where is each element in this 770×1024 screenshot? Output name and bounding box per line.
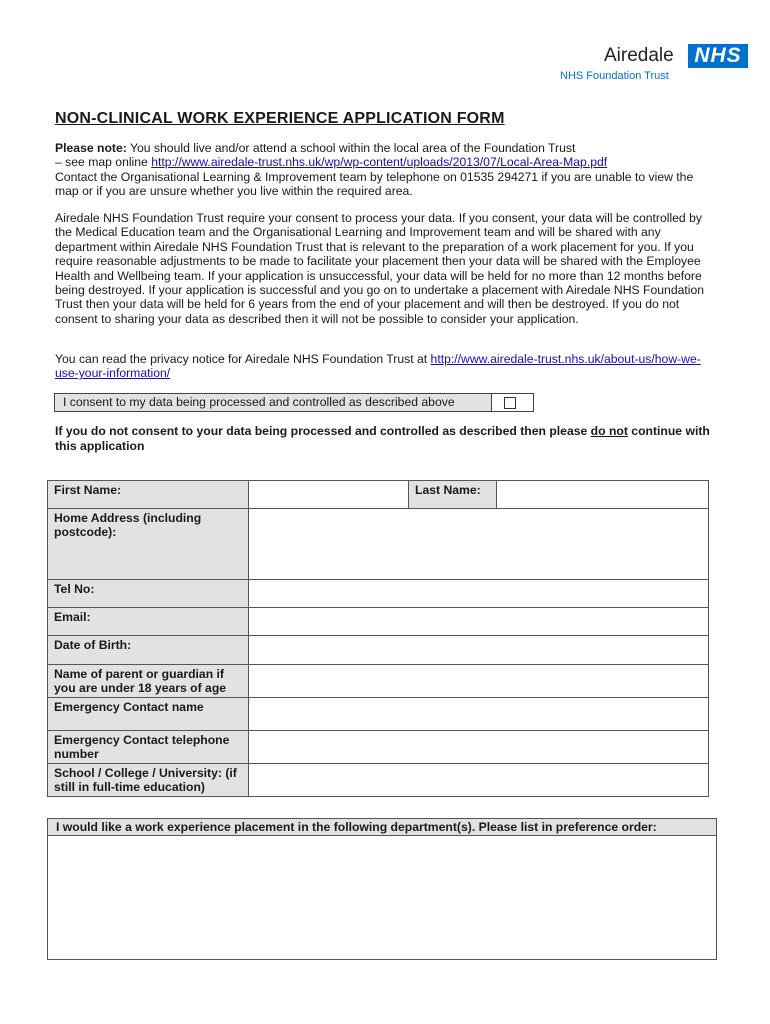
consent-row <box>54 393 534 412</box>
map-intro-text: – see map online <box>55 155 152 170</box>
tel-label: Tel No: <box>48 580 249 608</box>
department-preference-box <box>47 818 717 960</box>
consent-checkbox[interactable] <box>504 397 516 409</box>
warning-text-before: If you do not consent to your data being processed and controlled as described then please <box>55 424 591 438</box>
please-note-paragraph <box>55 141 720 199</box>
privacy-notice-paragraph <box>55 352 720 381</box>
emergency-contact-tel-field[interactable] <box>249 731 709 764</box>
emergency-contact-name-label: Emergency Contact name <box>48 698 249 731</box>
please-note-label: Please note: <box>55 141 127 155</box>
last-name-label: Last Name: <box>409 481 497 509</box>
last-name-field[interactable] <box>497 481 709 509</box>
contact-text: Contact the Organisational Learning & Improvement team by telephone on 01535 294271 if you are unable to view the map or if you are unsure whether you live within the required area. <box>55 169 694 199</box>
home-address-field[interactable] <box>249 509 709 580</box>
dob-field[interactable] <box>249 636 709 665</box>
parent-guardian-field[interactable] <box>249 665 709 698</box>
first-name-field[interactable] <box>249 481 409 509</box>
nhs-logo-mark: NHS <box>688 44 748 68</box>
department-preference-field[interactable] <box>48 836 716 959</box>
warning-text-after: continue with this application <box>55 424 710 453</box>
applicant-details-table <box>47 480 709 797</box>
email-field[interactable] <box>249 608 709 636</box>
logo-subtitle: NHS Foundation Trust <box>560 70 669 82</box>
school-label: School / College / University: (if still in full-time education) <box>48 764 249 797</box>
form-title: NON-CLINICAL WORK EXPERIENCE APPLICATION FORM <box>55 110 505 127</box>
please-note-text: You should live and/or attend a school within the local area of the Foundation Trust <box>126 141 576 155</box>
privacy-notice-text: You can read the privacy notice for Airedale NHS Foundation Trust at <box>55 352 431 366</box>
school-field[interactable] <box>249 764 709 797</box>
emergency-contact-name-field[interactable] <box>249 698 709 731</box>
airedale-nhs-logo <box>556 42 756 88</box>
logo-org-name: Airedale <box>604 45 674 66</box>
tel-field[interactable] <box>249 580 709 608</box>
dob-label: Date of Birth: <box>48 636 249 665</box>
parent-guardian-label: Name of parent or guardian if you are under 18 years of age <box>48 665 249 698</box>
consent-label: I consent to my data being processed and controlled as described above <box>55 394 492 411</box>
data-consent-paragraph: Airedale NHS Foundation Trust require your consent to process your data. If you consent, your data will be controlled by the Medical Education team and the Organisational Learning and Improvement team and will be shared with any department within Airedale NHS Foundation Trust that is relevant to the preparation of a work placement for you. If you require reasonable adjustments to be made to facilitate your placement then your data will be shared with the Employee Health and Wellbeing team. If your application is unsuccessful, your data will be held for no more than 12 months before being destroyed. If your application is successful and you go on to undertake a placement with Airedale NHS Foundation Trust then your data will be held for 6 years from the end of your placement and will then be destroyed. If you do not consent to sharing your data as described then it will not be possible to consider your application. <box>55 211 705 326</box>
local-area-map-link[interactable]: http://www.airedale-trust.nhs.uk/wp/wp-content/uploads/2013/07/Local-Area-Map.pdf <box>151 155 608 170</box>
department-preference-header: I would like a work experience placement in the following department(s). Please list in preference order: <box>48 819 716 836</box>
warning-emphasis: do not <box>590 424 628 438</box>
first-name-label: First Name: <box>48 481 249 509</box>
home-address-label: Home Address (including postcode): <box>48 509 249 580</box>
consent-warning <box>55 424 720 454</box>
privacy-notice-link[interactable]: http://www.airedale-trust.nhs.uk/about-us/how-we-use-your-information/ <box>55 352 701 381</box>
email-label: Email: <box>48 608 249 636</box>
emergency-contact-tel-label: Emergency Contact telephone number <box>48 731 249 764</box>
